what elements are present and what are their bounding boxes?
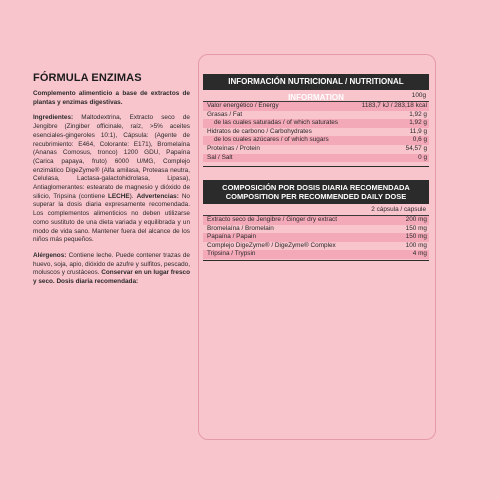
table-row: de las cuales saturadas / of which saturates 1,92 g: [203, 119, 429, 128]
composition-header: COMPOSICIÓN POR DOSIS DIARIA RECOMENDADA COMPOSITION PER RECOMMENDED DAILY DOSE: [203, 180, 429, 204]
table-row: Grasas / Fat 1,92 g: [207, 110, 427, 118]
composition-table: [203, 204, 429, 259]
allergens-paragraph: Alérgenos: Contiene leche. Puede contener trazas de huevo, soja, apio, dióxido de azufre y sulfitos, pescado, moluscos y crustáceos. Conservar en un lugar fresco y seco. Dosis diaria recomendada:: [33, 251, 190, 286]
divider: [203, 166, 429, 167]
table-row: Sal / Salt 0 g: [203, 154, 429, 163]
table-row: Proteínas / Protein 54,57 g: [207, 144, 427, 152]
composition-column-header: 2 cápsula / capsule: [203, 204, 429, 216]
table-row: Valor energético / Energy 1183,7 kJ / 283,18 kcal: [203, 102, 429, 111]
allergens-label: Alérgenos:: [33, 251, 67, 259]
nutrition-header: INFORMACIÓN NUTRICIONAL / NUTRITIONAL INFORMATION: [203, 74, 429, 90]
table-row: Bromelaína / Bromelain 150 mg: [207, 224, 427, 232]
ingredients-paragraph: Ingredientes: Maltodextrina, Extracto seco de Jengibre (Zingiber officinale, raíz, >5% aceites esenciales-gingeroles 10:1), Cápsula: (Agente de recubrimiento: E464, Colorante: E171), Bromelaína (Ananas Comosus, tronco) 1200 GDU, Papaína (Carica papaya, fruto) 6000 U/MG, Complejo enzimático DigeZyme® (Alfa amilasa, Proteasa neutra, Celulasa, Lactasa-galactohidrolasa, Lipasa), Antiaglomerantes: estearato de magnesio y dióxido de silicio, Tripsina (contiene LECHE). Advertencias: No superar la dosis diaria expresamente recomendada. Los complementos alimenticios no deben utilizarse como sustituto de una dieta variada y equilibrada y un modo de vida sano. Mantener fuera del alcance de los niños más pequeños.: [33, 114, 190, 244]
table-row: Tripsina / Trypsin 4 mg: [203, 250, 429, 259]
table-row: Papaína / Papain 150 mg: [203, 233, 429, 242]
table-row: de los cuales azúcares / of which sugars 0,6 g: [203, 136, 429, 145]
nutrition-column-header: 100g: [203, 90, 429, 102]
product-intro: Complemento alimenticio a base de extractos de plantas y enzimas digestivas.: [33, 90, 190, 106]
table-row: Hidratos de carbono / Carbohydrates 11,9 g: [207, 127, 427, 135]
warnings-label: Advertencias:: [136, 192, 179, 200]
storage-text: Conservar en un lugar fresco y seco. Dosis diaria recomendada:: [33, 269, 190, 286]
ingredients-label: Ingredientes:: [33, 114, 74, 122]
table-row: Extracto seco de Jengibre / Ginger dry extract 200 mg: [203, 216, 429, 225]
divider: [203, 260, 429, 261]
product-description: [33, 72, 190, 294]
milk-allergen: LECHE: [108, 192, 130, 200]
table-row: Complejo DigeZyme® / DigeZyme® Complex 100 mg: [207, 241, 427, 249]
nutrition-table: [203, 90, 429, 162]
product-title: FÓRMULA ENZIMAS: [33, 72, 142, 84]
